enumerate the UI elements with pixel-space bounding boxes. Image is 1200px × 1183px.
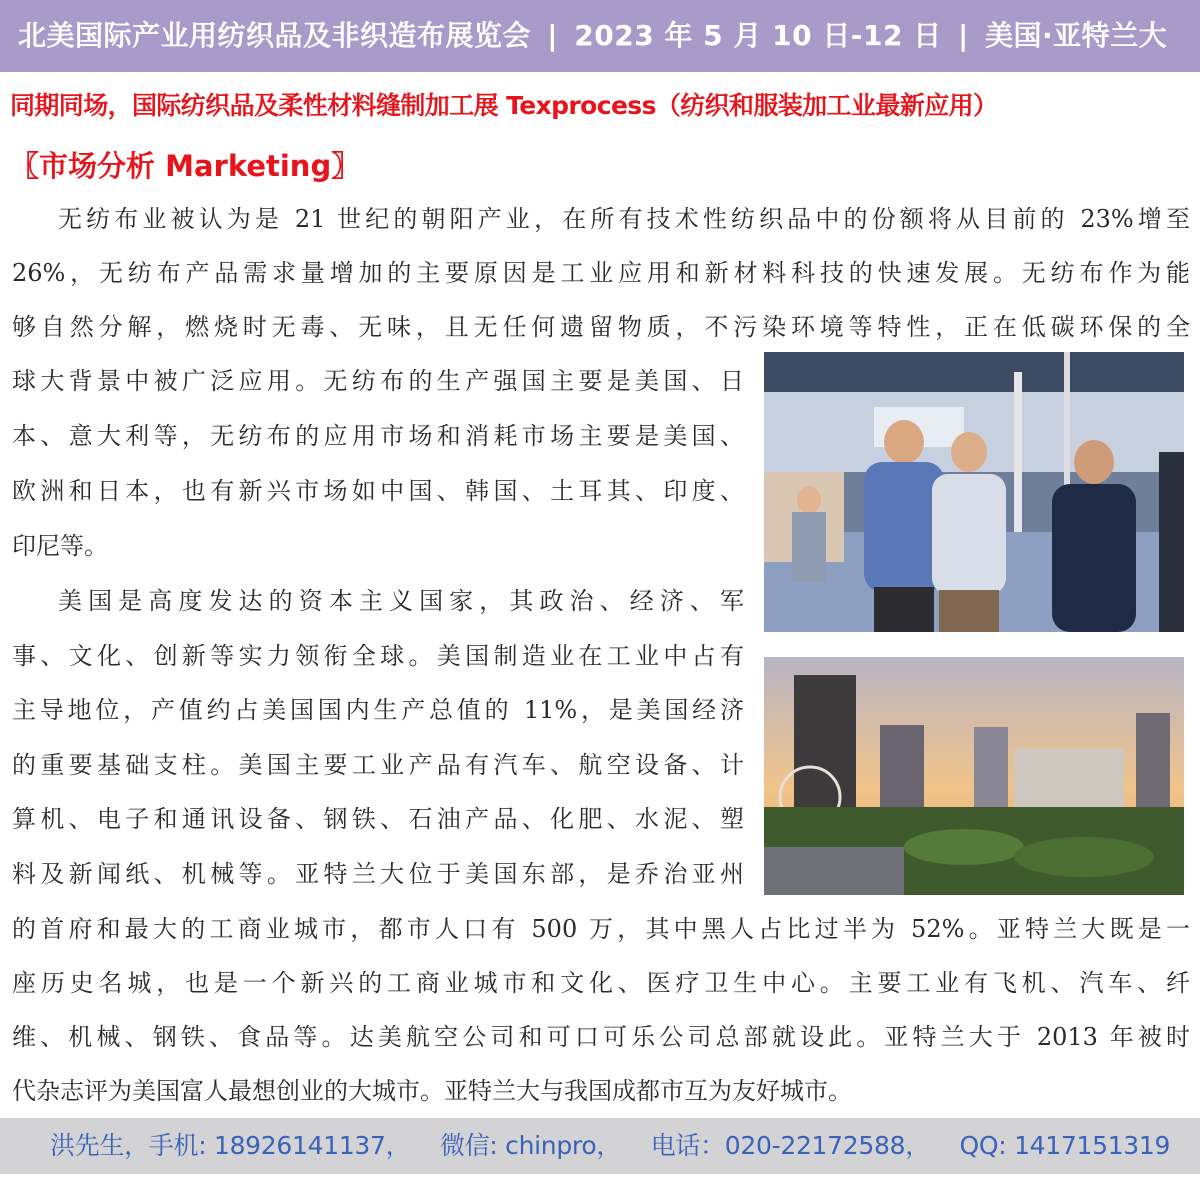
header-separator: |	[547, 19, 558, 52]
paragraph-line: 料及新闻纸、机械等。亚特兰大位于美国东部，是乔治亚州	[12, 860, 744, 888]
section-title: 〖市场分析 Marketing〗	[10, 149, 361, 183]
footer-contact-bar	[0, 1118, 1200, 1174]
footer-phone: 电话：020-22172588，	[650, 1131, 930, 1160]
paragraph-line: 欧洲和日本，也有新兴市场如中国、韩国、土耳其、印度、	[12, 477, 744, 505]
paragraph-line: 的重要基础支柱。美国主要工业产品有汽车、航空设备、计	[12, 751, 744, 779]
header-date: 2023 年 5 月 10 日-12 日	[574, 19, 942, 52]
paragraph-line: 26%，无纺布产品需求量增加的主要原因是工业应用和新材料科技的快速发展。无纺布作为能	[12, 259, 1190, 287]
header-separator: |	[957, 19, 969, 52]
paragraph-line: 印尼等。	[12, 532, 108, 560]
paragraph-line: 座历史名城，也是一个新兴的工商业城市和文化、医疗卫生中心。主要工业有飞机、汽车、纤	[12, 969, 1190, 997]
footer-qq: QQ: 1417151319	[959, 1131, 1171, 1160]
paragraph-line: 代杂志评为美国富人最想创业的大城市。亚特兰大与我国成都市互为友好城市。	[12, 1077, 852, 1105]
paragraph-line: 的首府和最大的工商业城市，都市人口有 500 万，其中黑人占比过半为 52%。亚特兰大既是一	[12, 915, 1190, 943]
paragraph-line: 美国是高度发达的资本主义国家，其政治、经济、军	[58, 587, 744, 615]
atlanta-skyline-photo	[764, 657, 1184, 895]
footer-contact: 洪先生，手机: 18926141137，	[50, 1131, 411, 1160]
concurrent-show-line: 同期同场，国际纺织品及柔性材料缝制加工展 Texprocess（纺织和服装加工业最新应用）	[10, 91, 998, 120]
paragraph-line: 维、机械、钢铁、食品等。达美航空公司和可口可乐公司总部就设此。亚特兰大于 2013 年被时	[12, 1023, 1190, 1051]
paragraph-line: 主导地位，产值约占美国国内生产总值的 11%，是美国经济	[12, 696, 744, 724]
paragraph-line: 够自然分解，燃烧时无毒、无味，且无任何遗留物质，不污染环境等特性，正在低碳环保的全	[12, 313, 1190, 341]
expo-hall-photo	[764, 352, 1184, 632]
paragraph-line: 本、意大利等，无纺布的应用市场和消耗市场主要是美国、	[12, 422, 744, 450]
header-location: 美国·亚特兰大	[984, 19, 1168, 52]
paragraph-line: 无纺布业被认为是 21 世纪的朝阳产业，在所有技术性纺织品中的份额将从目前的 23%增至	[58, 205, 1190, 233]
paragraph-line: 算机、电子和通讯设备、钢铁、石油产品、化肥、水泥、塑	[12, 805, 744, 833]
header-bar	[0, 0, 1200, 72]
header-title: 北美国际产业用纺织品及非织造布展览会	[18, 19, 532, 52]
paragraph-line: 事、文化、创新等实力领衔全球。美国制造业在工业中占有	[12, 642, 744, 670]
footer-wechat: 微信: chinpro，	[440, 1131, 622, 1160]
paragraph-line: 球大背景中被广泛应用。无纺布的生产强国主要是美国、日	[12, 367, 744, 395]
